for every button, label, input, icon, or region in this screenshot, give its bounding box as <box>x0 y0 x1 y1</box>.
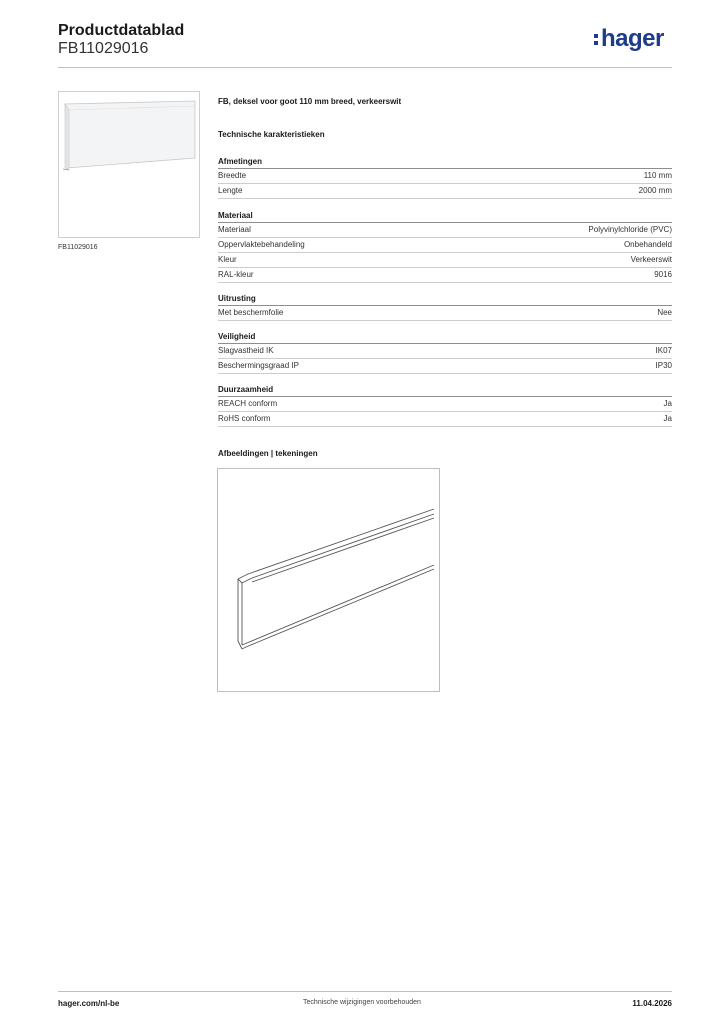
section-title: Afmetingen <box>218 155 672 169</box>
spec-value: Nee <box>657 308 672 317</box>
spec-label: Materiaal <box>218 225 251 234</box>
thumbnail-caption: FB11029016 <box>58 244 98 251</box>
spec-row <box>218 184 672 199</box>
section-title: Veiligheid <box>218 330 672 344</box>
spec-row <box>218 344 672 359</box>
section-title: Uitrusting <box>218 292 672 306</box>
page-title: Productdatablad <box>58 22 185 39</box>
specs-title: Technische karakteristieken <box>218 130 325 139</box>
spec-section-materiaal <box>218 209 672 283</box>
spec-section-uitrusting <box>218 292 672 321</box>
spec-label: Slagvastheid IK <box>218 346 274 355</box>
spec-value: 110 mm <box>643 171 672 180</box>
spec-row <box>218 359 672 374</box>
spec-section-veiligheid <box>218 330 672 374</box>
spec-label: Met beschermfolie <box>218 308 284 317</box>
spec-row <box>218 412 672 427</box>
spec-row <box>218 306 672 321</box>
product-thumbnail <box>58 91 200 238</box>
spec-label: Kleur <box>218 255 237 264</box>
spec-label: Lengte <box>218 186 243 195</box>
spec-row <box>218 169 672 184</box>
technical-drawing <box>217 468 440 692</box>
spec-label: Beschermingsgraad IP <box>218 361 299 370</box>
spec-section-duurzaamheid <box>218 383 672 427</box>
images-section-title: Afbeeldingen | tekeningen <box>218 449 318 458</box>
spec-value: Onbehandeld <box>623 240 672 249</box>
spec-value: IP30 <box>655 361 672 370</box>
spec-label: RAL-kleur <box>218 270 254 279</box>
spec-label: Oppervlaktebehandeling <box>218 240 305 249</box>
spec-row <box>218 268 672 283</box>
spec-value: IK07 <box>655 346 672 355</box>
spec-row <box>218 238 672 253</box>
spec-label: Breedte <box>218 171 247 180</box>
footer-website-link[interactable]: hager.com/nl-be <box>58 999 120 1008</box>
spec-value: Verkeerswit <box>630 255 672 264</box>
footer-divider <box>58 991 672 992</box>
logo-dots-icon <box>594 29 599 47</box>
spec-value: 2000 mm <box>638 186 672 195</box>
spec-label: RoHS conform <box>218 414 271 423</box>
spec-value: 9016 <box>654 270 672 279</box>
hager-logo <box>594 27 664 51</box>
footer-date: 11.04.2026 <box>632 999 672 1008</box>
footer-notice: Technische wijzigingen voorbehouden <box>303 999 421 1006</box>
section-title: Duurzaamheid <box>218 383 672 397</box>
product-code: FB11029016 <box>58 40 149 57</box>
spec-row <box>218 223 672 238</box>
cover-thumbnail-image <box>59 92 199 237</box>
spec-value: Ja <box>663 414 672 423</box>
section-title: Materiaal <box>218 209 672 223</box>
spec-row <box>218 253 672 268</box>
cover-line-drawing <box>218 469 439 691</box>
spec-value: Polyvinylchloride (PVC) <box>588 225 672 234</box>
product-description: FB, deksel voor goot 110 mm breed, verkeerswit <box>218 97 402 106</box>
header-divider <box>58 67 672 68</box>
logo-text: hager <box>601 25 664 52</box>
spec-row <box>218 397 672 412</box>
spec-label: REACH conform <box>218 399 278 408</box>
spec-section-afmetingen <box>218 155 672 199</box>
spec-value: Ja <box>663 399 672 408</box>
